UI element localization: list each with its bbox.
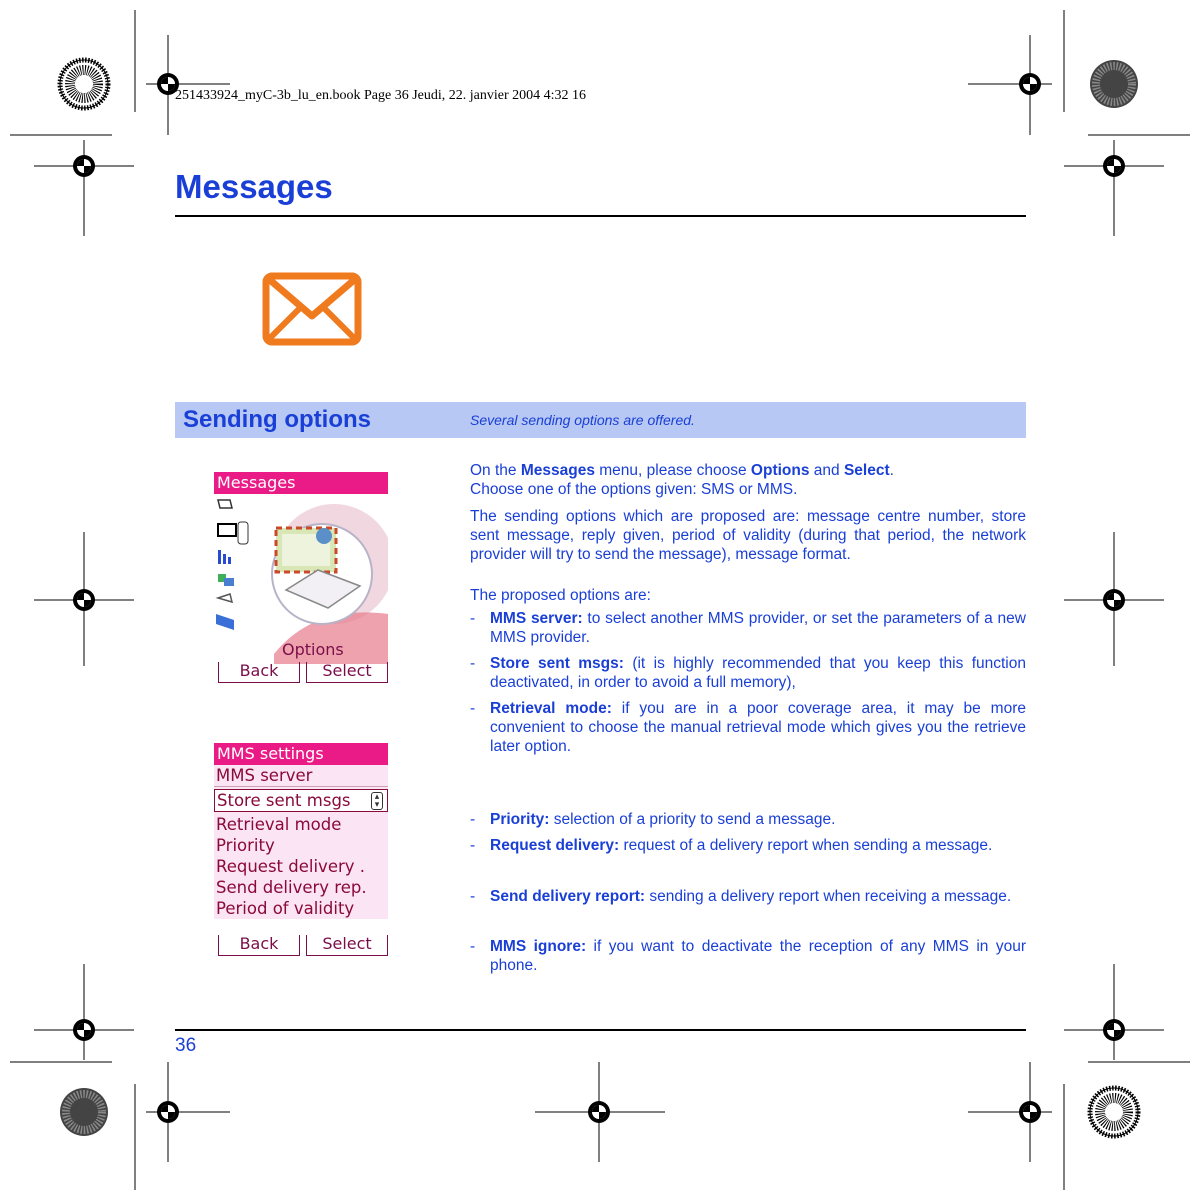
phone-screen-mms-settings <box>214 743 388 958</box>
section-subtitle: Several sending options are offered. <box>470 412 695 428</box>
scroll-arrows-icon: ▴ ▾ <box>371 792 383 810</box>
option-mms-ignore: - MMS ignore: if you want to deactivate the reception of any MMS in your phone. <box>470 938 1026 974</box>
print-header: 251433924_myC-3b_lu_en.book Page 36 Jeudi, 22. janvier 2004 4:32 16 <box>175 88 587 103</box>
list-item[interactable]: Period of validity <box>216 899 355 918</box>
option-store-sent: - Store sent msgs: (it is highly recommended that you keep this function deactivated, in order to avoid a full memory), <box>470 655 1026 691</box>
messages-menu-graphic <box>214 494 388 664</box>
envelope-icon <box>262 272 362 346</box>
section-title: Sending options <box>183 406 371 433</box>
option-mms-server: - MMS server: to select another MMS provider, or set the parameters of a new MMS provider. <box>470 610 1026 646</box>
intro-paragraph-1: On the Messages menu, please choose Options and Select. Choose one of the options given: SMS or MMS. <box>470 462 894 498</box>
intro-paragraph-2: The sending options which are proposed are: message centre number, store sent message, reply given, period of validity (during that period, the network provider will try to send the message), message format. <box>470 508 1026 563</box>
select-softkey[interactable]: Select <box>306 662 388 683</box>
list-item[interactable]: MMS server <box>214 765 388 787</box>
back-softkey[interactable]: Back <box>218 935 300 956</box>
softkey-bar <box>214 662 388 684</box>
selected-menu-label: Options <box>282 640 344 659</box>
screen-title: MMS settings <box>214 743 388 765</box>
list-item-selected[interactable]: Store sent msgs ▴ ▾ <box>214 789 388 812</box>
menu-side-icons <box>216 500 248 630</box>
phone-screen-messages <box>214 472 388 687</box>
list-item[interactable]: Retrieval mode <box>216 815 342 834</box>
list-item[interactable]: Priority <box>216 836 275 855</box>
option-send-delivery-report: - Send delivery report: sending a delivery report when receiving a message. <box>470 888 1012 905</box>
page-title: Messages <box>175 168 333 205</box>
intro-paragraph-3: The proposed options are: <box>470 587 651 604</box>
option-retrieval-mode: - Retrieval mode: if you are in a poor coverage area, it may be more convenient to choose the manual retrieval mode which gives you the retrieve later option. <box>470 700 1026 755</box>
list-item[interactable]: Send delivery rep. <box>216 878 367 897</box>
screen-title: Messages <box>214 472 388 494</box>
option-request-delivery: - Request delivery: request of a delivery report when sending a message. <box>470 837 993 854</box>
back-softkey[interactable]: Back <box>218 662 300 683</box>
footer-rule <box>175 1029 1026 1031</box>
title-rule <box>175 215 1026 217</box>
select-softkey[interactable]: Select <box>306 935 388 956</box>
option-priority: - Priority: selection of a priority to send a message. <box>470 811 836 828</box>
list-item[interactable]: Request delivery . <box>216 857 366 876</box>
softkey-bar <box>214 935 388 957</box>
page-number: 36 <box>175 1035 197 1056</box>
mms-settings-list <box>214 765 388 919</box>
